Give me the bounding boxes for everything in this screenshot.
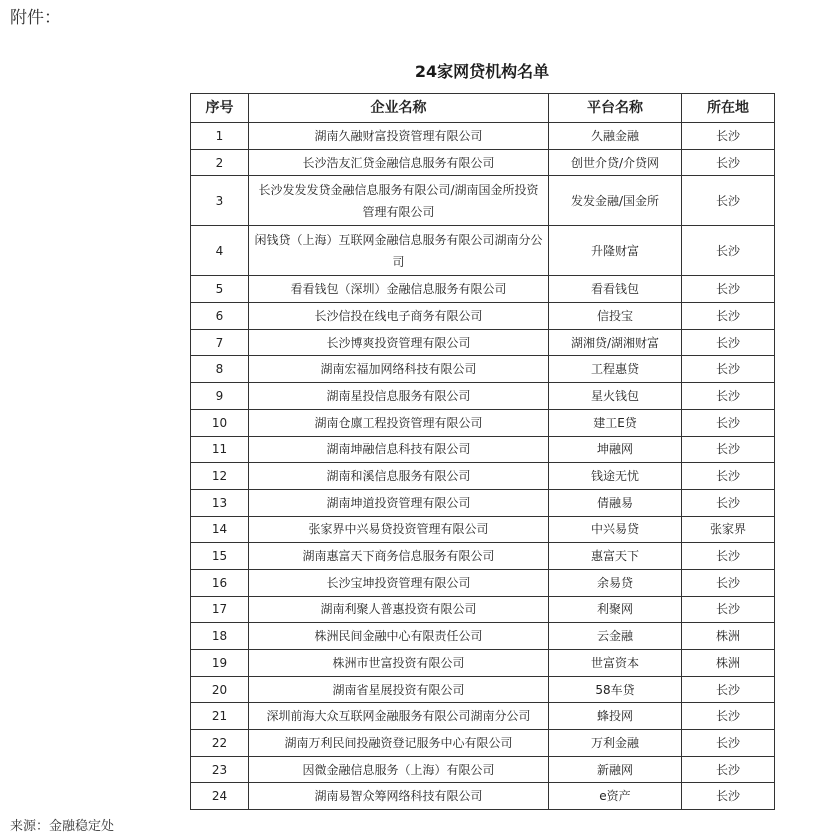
cell-seq: 15 <box>191 543 249 570</box>
table-body <box>191 123 775 810</box>
cell-city: 长沙 <box>682 329 775 356</box>
cell-company: 湖南仓廪工程投资管理有限公司 <box>249 409 549 436</box>
cell-company: 湖南久融财富投资管理有限公司 <box>249 123 549 150</box>
cell-seq: 10 <box>191 409 249 436</box>
cell-platform: 坤融网 <box>549 436 682 463</box>
cell-company: 长沙浩友汇贷金融信息服务有限公司 <box>249 149 549 176</box>
cell-city: 长沙 <box>682 149 775 176</box>
cell-company: 株洲市世富投资有限公司 <box>249 650 549 677</box>
cell-city: 长沙 <box>682 489 775 516</box>
cell-company: 长沙发发发贷金融信息服务有限公司/湖南国金所投资管理有限公司 <box>249 176 549 226</box>
cell-platform: 中兴易贷 <box>549 516 682 543</box>
cell-platform: 久融金融 <box>549 123 682 150</box>
table-row <box>191 276 775 303</box>
table-row <box>191 756 775 783</box>
table-row <box>191 730 775 757</box>
cell-company: 湖南利聚人普惠投资有限公司 <box>249 596 549 623</box>
cell-company: 看看钱包（深圳）金融信息服务有限公司 <box>249 276 549 303</box>
column-header-platform: 平台名称 <box>549 94 682 123</box>
cell-platform: 钱途无忧 <box>549 463 682 490</box>
cell-city: 长沙 <box>682 409 775 436</box>
cell-platform: 新融网 <box>549 756 682 783</box>
cell-city: 株洲 <box>682 650 775 677</box>
cell-seq: 18 <box>191 623 249 650</box>
table-row <box>191 383 775 410</box>
cell-city: 长沙 <box>682 730 775 757</box>
column-header-company: 企业名称 <box>249 94 549 123</box>
cell-city: 长沙 <box>682 783 775 810</box>
cell-company: 湖南坤融信息科技有限公司 <box>249 436 549 463</box>
cell-platform: 利聚网 <box>549 596 682 623</box>
cell-seq: 24 <box>191 783 249 810</box>
table-row <box>191 226 775 276</box>
cell-city: 张家界 <box>682 516 775 543</box>
cell-company: 深圳前海大众互联网金融服务有限公司湖南分公司 <box>249 703 549 730</box>
cell-platform: 倩融易 <box>549 489 682 516</box>
cell-company: 长沙信投在线电子商务有限公司 <box>249 303 549 330</box>
cell-city: 长沙 <box>682 463 775 490</box>
cell-platform: 工程惠贷 <box>549 356 682 383</box>
table-row <box>191 356 775 383</box>
cell-company: 湖南和溪信息服务有限公司 <box>249 463 549 490</box>
cell-city: 长沙 <box>682 276 775 303</box>
cell-seq: 3 <box>191 176 249 226</box>
table-row <box>191 676 775 703</box>
cell-seq: 21 <box>191 703 249 730</box>
cell-platform: 惠富天下 <box>549 543 682 570</box>
cell-company: 株洲民间金融中心有限责任公司 <box>249 623 549 650</box>
cell-city: 长沙 <box>682 303 775 330</box>
table-row <box>191 149 775 176</box>
table-row <box>191 436 775 463</box>
cell-company: 湖南惠富天下商务信息服务有限公司 <box>249 543 549 570</box>
cell-city: 长沙 <box>682 436 775 463</box>
cell-city: 长沙 <box>682 123 775 150</box>
cell-platform: 建工E贷 <box>549 409 682 436</box>
table-row <box>191 489 775 516</box>
cell-company: 因微金融信息服务（上海）有限公司 <box>249 756 549 783</box>
cell-platform: 星火钱包 <box>549 383 682 410</box>
table-row <box>191 623 775 650</box>
cell-platform: 创世介贷/介贷网 <box>549 149 682 176</box>
cell-platform: 升隆财富 <box>549 226 682 276</box>
attachment-label: 附件： <box>10 8 61 28</box>
cell-company: 湖南星投信息服务有限公司 <box>249 383 549 410</box>
cell-city: 长沙 <box>682 383 775 410</box>
cell-platform: 发发金融/国金所 <box>549 176 682 226</box>
cell-seq: 20 <box>191 676 249 703</box>
cell-company: 湖南坤道投资管理有限公司 <box>249 489 549 516</box>
cell-company: 张家界中兴易贷投资管理有限公司 <box>249 516 549 543</box>
cell-seq: 16 <box>191 569 249 596</box>
cell-platform: 余易贷 <box>549 569 682 596</box>
cell-company: 湖南易智众筹网络科技有限公司 <box>249 783 549 810</box>
cell-city: 长沙 <box>682 543 775 570</box>
cell-city: 长沙 <box>682 703 775 730</box>
cell-seq: 22 <box>191 730 249 757</box>
cell-seq: 13 <box>191 489 249 516</box>
cell-seq: 8 <box>191 356 249 383</box>
table-row <box>191 596 775 623</box>
cell-seq: 11 <box>191 436 249 463</box>
table-row <box>191 703 775 730</box>
cell-platform: 云金融 <box>549 623 682 650</box>
cell-city: 长沙 <box>682 569 775 596</box>
table-row <box>191 409 775 436</box>
cell-seq: 5 <box>191 276 249 303</box>
cell-seq: 4 <box>191 226 249 276</box>
cell-seq: 19 <box>191 650 249 677</box>
cell-seq: 12 <box>191 463 249 490</box>
cell-platform: 看看钱包 <box>549 276 682 303</box>
cell-seq: 1 <box>191 123 249 150</box>
cell-city: 长沙 <box>682 756 775 783</box>
source-note: 来源：金融稳定处 <box>10 819 115 834</box>
cell-platform: 湖湘贷/湖湘财富 <box>549 329 682 356</box>
cell-company: 长沙宝坤投资管理有限公司 <box>249 569 549 596</box>
institution-table <box>190 93 775 810</box>
cell-platform: 信投宝 <box>549 303 682 330</box>
cell-platform: e资产 <box>549 783 682 810</box>
column-header-seq: 序号 <box>191 94 249 123</box>
cell-seq: 6 <box>191 303 249 330</box>
table-row <box>191 463 775 490</box>
cell-company: 湖南万利民间投融资登记服务中心有限公司 <box>249 730 549 757</box>
table-row <box>191 516 775 543</box>
cell-platform: 58车贷 <box>549 676 682 703</box>
table-row <box>191 543 775 570</box>
cell-company: 湖南省星展投资有限公司 <box>249 676 549 703</box>
cell-city: 株洲 <box>682 623 775 650</box>
table-row <box>191 176 775 226</box>
cell-city: 长沙 <box>682 226 775 276</box>
cell-city: 长沙 <box>682 176 775 226</box>
table-row <box>191 303 775 330</box>
cell-company: 闲钱贷（上海）互联网金融信息服务有限公司湖南分公司 <box>249 226 549 276</box>
cell-platform: 世富资本 <box>549 650 682 677</box>
cell-seq: 7 <box>191 329 249 356</box>
cell-platform: 蜂投网 <box>549 703 682 730</box>
document-title: 24家网贷机构名单 <box>414 62 550 81</box>
cell-company: 湖南宏福加网络科技有限公司 <box>249 356 549 383</box>
cell-company: 长沙博爽投资管理有限公司 <box>249 329 549 356</box>
cell-city: 长沙 <box>682 676 775 703</box>
cell-seq: 9 <box>191 383 249 410</box>
table-row <box>191 569 775 596</box>
table-row <box>191 329 775 356</box>
cell-city: 长沙 <box>682 356 775 383</box>
cell-seq: 17 <box>191 596 249 623</box>
cell-seq: 2 <box>191 149 249 176</box>
cell-platform: 万利金融 <box>549 730 682 757</box>
cell-seq: 14 <box>191 516 249 543</box>
cell-city: 长沙 <box>682 596 775 623</box>
cell-seq: 23 <box>191 756 249 783</box>
column-header-city: 所在地 <box>682 94 775 123</box>
table-header-row <box>191 94 775 123</box>
table-row <box>191 650 775 677</box>
table-row <box>191 783 775 810</box>
table-row <box>191 123 775 150</box>
